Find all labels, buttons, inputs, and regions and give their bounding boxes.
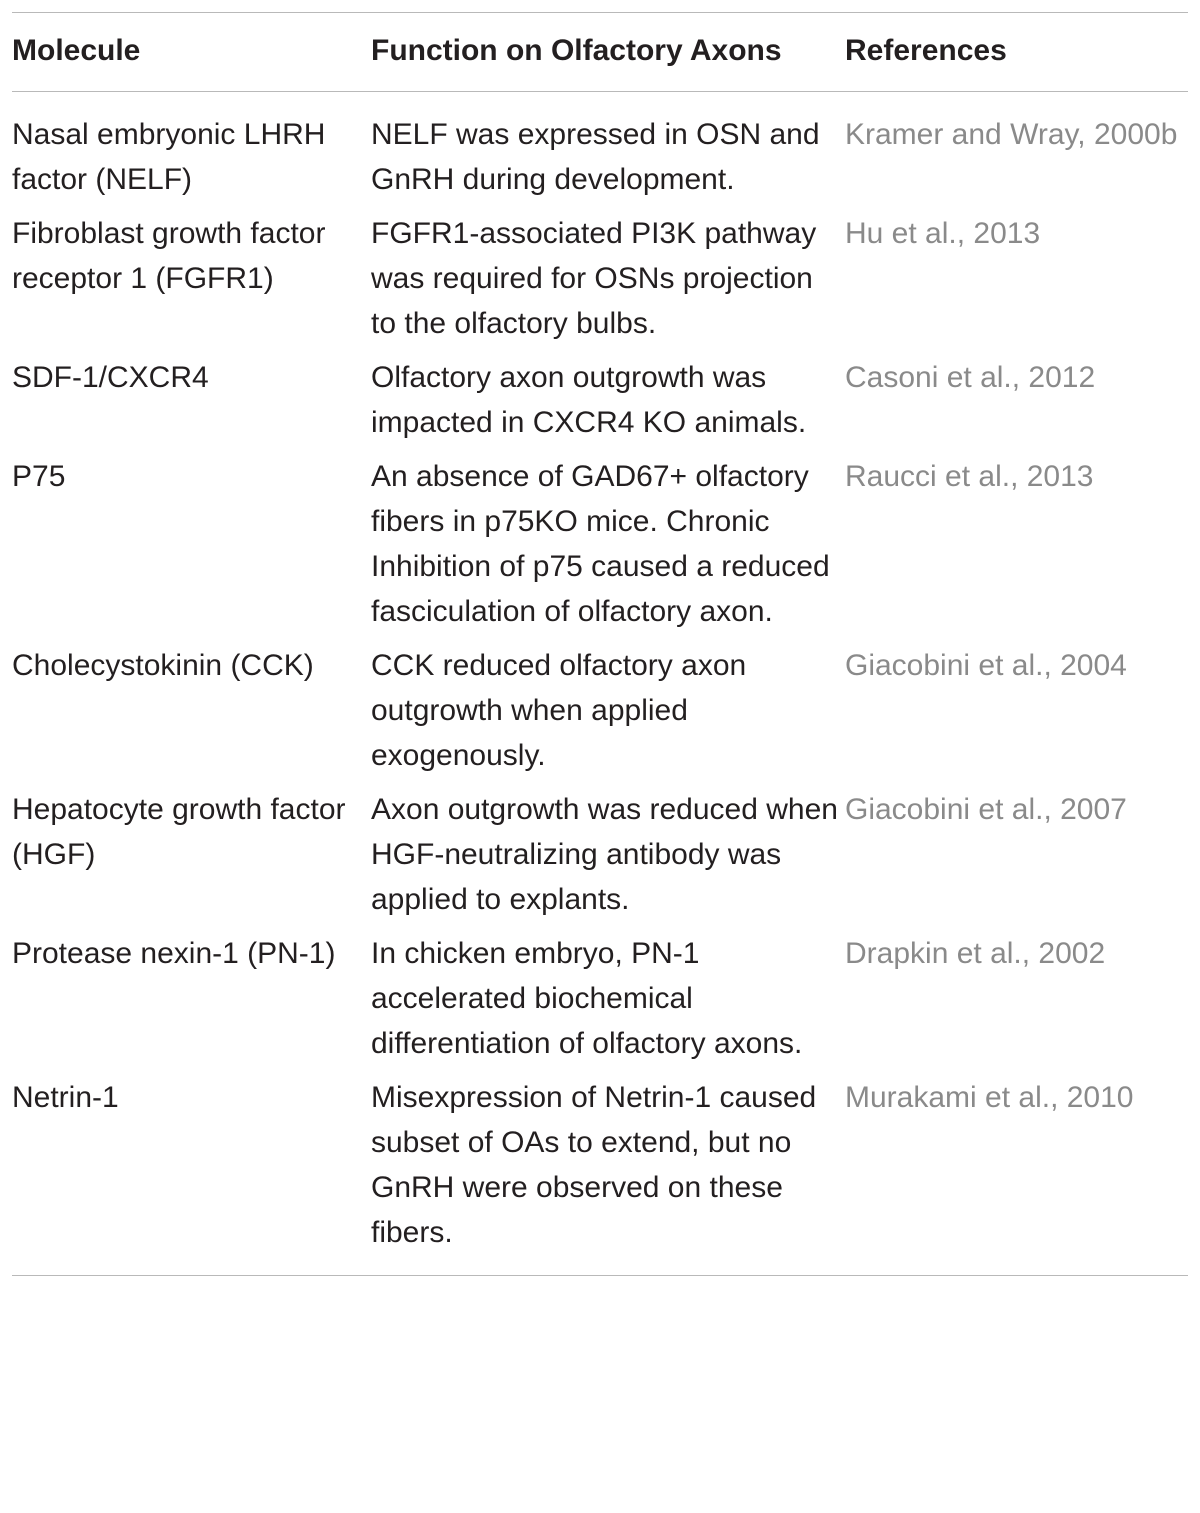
table-row [12, 445, 1188, 634]
function-cell: Axon outgrowth was reduced when HGF-neutralizing antibody was applied to explants. [371, 793, 838, 916]
reference-cell: Drapkin et al., 2002 [845, 937, 1106, 970]
table-row [12, 634, 1188, 778]
function-cell: CCK reduced olfactory axon outgrowth when applied exogenously. [371, 649, 747, 772]
molecule-cell: Hepatocyte growth factor (HGF) [12, 793, 346, 871]
table-row [12, 1066, 1188, 1275]
table-row [12, 92, 1188, 202]
reference-cell: Casoni et al., 2012 [845, 361, 1096, 394]
molecule-cell: Fibroblast growth factor receptor 1 (FGFR1) [12, 217, 326, 295]
reference-cell: Raucci et al., 2013 [845, 460, 1094, 493]
function-cell: Olfactory axon outgrowth was impacted in CXCR4 KO animals. [371, 361, 807, 439]
molecule-cell: Netrin-1 [12, 1081, 119, 1114]
function-cell: An absence of GAD67+ olfactory fibers in p75KO mice. Chronic Inhibition of p75 caused a reduced fasciculation of olfactory axon. [371, 460, 830, 628]
molecule-cell: Protease nexin-1 (PN-1) [12, 937, 336, 970]
function-cell: Misexpression of Netrin-1 caused subset of OAs to extend, but no GnRH were observed on these fibers. [371, 1081, 817, 1249]
olfactory-axon-table [12, 12, 1188, 1276]
function-cell: FGFR1-associated PI3K pathway was required for OSNs projection to the olfactory bulbs. [371, 217, 817, 340]
reference-cell: Kramer and Wray, 2000b [845, 118, 1178, 151]
table-bottom-rule [12, 1275, 1188, 1276]
header-function: Function on Olfactory Axons [371, 34, 782, 67]
data-table-body [12, 92, 1188, 1275]
table-row [12, 778, 1188, 922]
molecule-cell: P75 [12, 460, 66, 493]
molecule-cell: Cholecystokinin (CCK) [12, 649, 314, 682]
table-row [12, 202, 1188, 346]
reference-cell: Giacobini et al., 2004 [845, 649, 1127, 682]
table-row [12, 922, 1188, 1066]
function-cell: In chicken embryo, PN-1 accelerated biochemical differentiation of olfactory axons. [371, 937, 803, 1060]
function-cell: NELF was expressed in OSN and GnRH during development. [371, 118, 820, 196]
reference-cell: Giacobini et al., 2007 [845, 793, 1127, 826]
header-molecule: Molecule [12, 34, 141, 67]
reference-cell: Hu et al., 2013 [845, 217, 1041, 250]
molecule-cell: SDF-1/CXCR4 [12, 361, 209, 394]
table-row [12, 346, 1188, 445]
reference-cell: Murakami et al., 2010 [845, 1081, 1134, 1114]
data-table [12, 13, 1188, 91]
header-references: References [845, 34, 1007, 67]
molecule-cell: Nasal embryonic LHRH factor (NELF) [12, 118, 326, 196]
header-row [12, 13, 1188, 91]
